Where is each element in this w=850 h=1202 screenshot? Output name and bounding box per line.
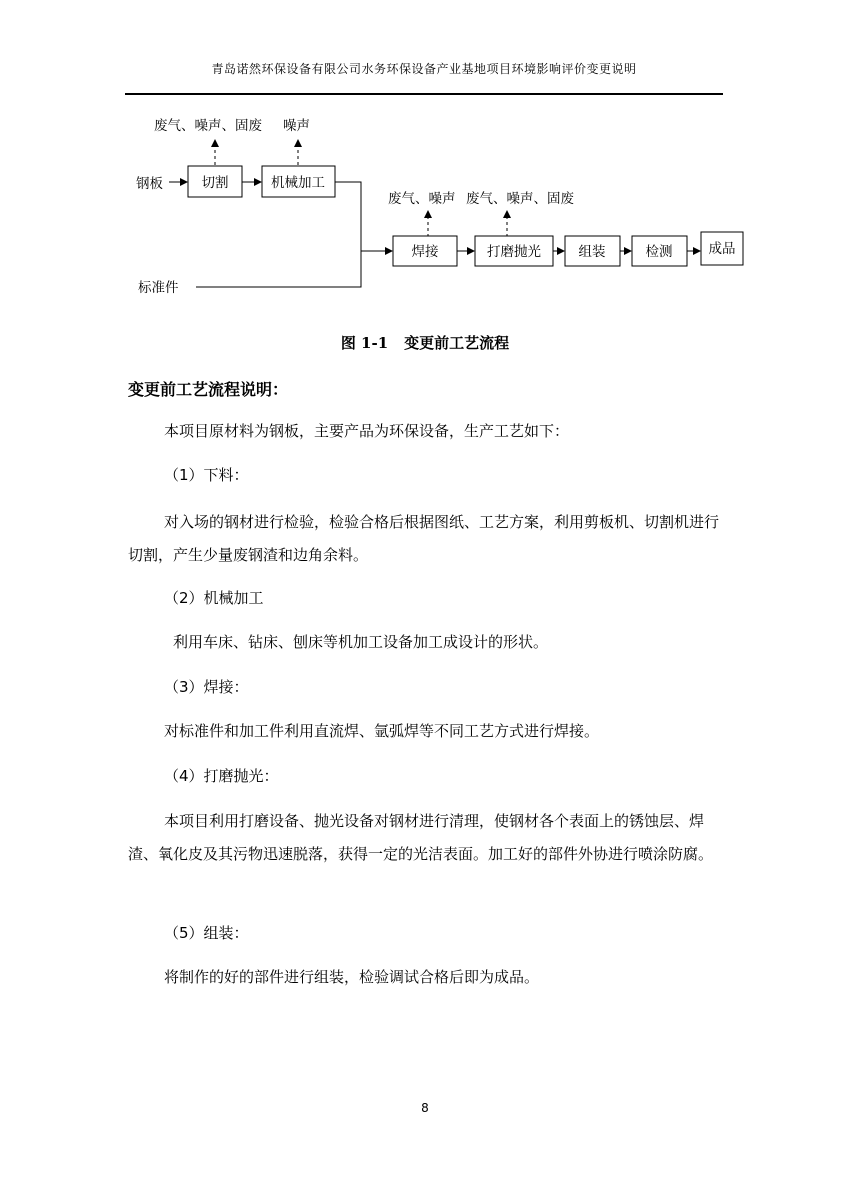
product-label: 成品 bbox=[708, 241, 736, 257]
welding-emission-label: 废气、噪声 bbox=[388, 191, 456, 207]
process-flowchart bbox=[0, 0, 850, 320]
step1-title: （1）下料： bbox=[164, 466, 249, 484]
step4-title: （4）打磨抛光： bbox=[164, 767, 279, 785]
step1-text: 对入场的钢材进行检验，检验合格后根据图纸、工艺方案，利用剪板机、切割机进行切割，产生少量废钢渣和边角余料。 bbox=[128, 513, 720, 564]
standard-parts-label: 标准件 bbox=[138, 280, 179, 296]
standard-parts-connector bbox=[196, 250, 361, 287]
inspection-label: 检测 bbox=[645, 244, 673, 260]
figure-caption bbox=[0, 332, 850, 353]
step2-text: 利用车床、钻床、刨床等机加工设备加工成设计的形状。 bbox=[173, 633, 549, 651]
steel-plate-label: 钢板 bbox=[136, 176, 163, 192]
cutting-emission-label: 废气、噪声、固废 bbox=[154, 118, 262, 134]
intro-paragraph: 本项目原材料为钢板，主要产品为环保设备，生产工艺如下： bbox=[164, 422, 570, 440]
assembly-label: 组装 bbox=[578, 244, 606, 260]
step2-title: （2）机械加工 bbox=[164, 589, 264, 607]
step5-text: 将制作的好的部件进行组装，检验调试合格后即为成品。 bbox=[164, 968, 540, 986]
machining-emission-label: 噪声 bbox=[283, 118, 310, 134]
figure-title: 变更前工艺流程 bbox=[404, 334, 510, 352]
polishing-emission-label: 废气、噪声、固废 bbox=[466, 191, 574, 207]
machining-connector bbox=[335, 182, 361, 250]
page-number: 8 bbox=[421, 1101, 429, 1115]
cutting-label: 切割 bbox=[201, 175, 229, 191]
welding-label: 焊接 bbox=[411, 244, 439, 260]
page-header: 青岛诺然环保设备有限公司水务环保设备产业基地项目环境影响评价变更说明 bbox=[211, 62, 637, 76]
step3-text: 对标准件和加工件利用直流焊、氩弧焊等不同工艺方式进行焊接。 bbox=[164, 722, 600, 740]
figure-number: 图 1-1 bbox=[340, 334, 389, 352]
step5-title: （5）组装： bbox=[164, 924, 249, 942]
machining-label: 机械加工 bbox=[271, 175, 325, 191]
polishing-label: 打磨抛光 bbox=[487, 244, 541, 260]
step3-title: （3）焊接： bbox=[164, 678, 249, 696]
section-title: 变更前工艺流程说明： bbox=[128, 380, 289, 399]
step4-text: 本项目利用打磨设备、抛光设备对钢材进行清理，使钢材各个表面上的锈蚀层、焊渣、氧化皮及其污物迅速脱落，获得一定的光洁表面。加工好的部件外协进行喷涂防腐。 bbox=[128, 812, 714, 863]
